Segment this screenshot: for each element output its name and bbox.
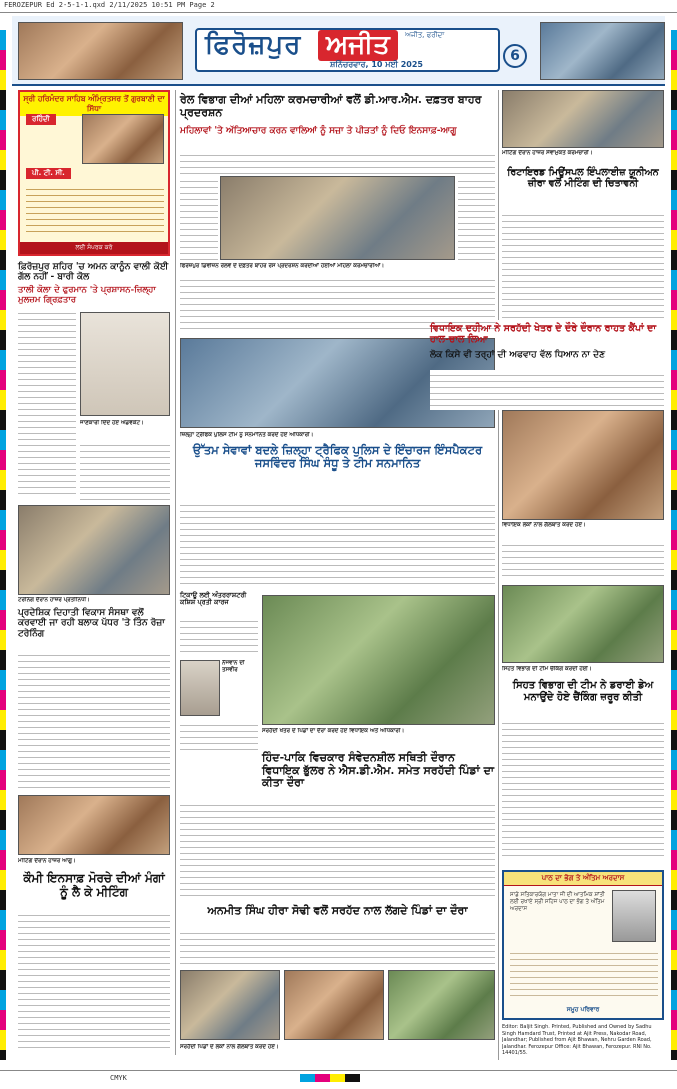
masthead-right-photo [540, 22, 665, 80]
railway-protest-photo [220, 176, 455, 260]
masthead-subtitle: ਅਜੀਤ, ਫਰੀਦਾ [405, 31, 445, 39]
imprint: Editor: Baljit Singh. Printed, Published and Owned by Sadhu Singh Hamdard Trust, Printed at Ajit Press, Nakodar Road, Jalandhar; Published from Ajit Bhawan, Nehru Garden Road, Jalandhar. Ferozepur Office: Ajit Bhawan, Ferozepur. RNI No. 14401/55. [502, 1024, 652, 1056]
article-bordervisit-headline: ਹਿੰਦ-ਪਾਕਿ ਵਿਚਕਾਰ ਸੰਵੇਦਨਸ਼ੀਲ ਸਥਿਤੀ ਦੌਰਾਨ ਵਿਧਾਇਕ ਭੁੱਲਰ ਨੇ ਐਸ.ਡੀ.ਐਮ. ਸਮੇਤ ਸਰਹੱਦੀ ਪਿੰਡਾਂ ਦਾ ਕੀਤਾ ਦੌਰਾ [262, 751, 495, 790]
gurbani-ad-tag1: ਰਹਿੰਦੀ [26, 114, 56, 125]
bottom-rule [0, 1070, 677, 1071]
gurbani-ad [18, 90, 170, 256]
gurbani-ad-text [26, 184, 164, 232]
color-bar-left [0, 30, 6, 1060]
article-dahiya-subheadline: ਲੋਕ ਕਿਸੇ ਵੀ ਤਰ੍ਹਾਂ ਦੀ ਅਫਵਾਹ ਵੱਲ ਧਿਆਨ ਨਾ ਦੇਣ [430, 350, 605, 360]
article-youth-headline: ਟਿਕਾਊ ਲਈ ਅੰਤਰਰਾਸ਼ਟਰੀ ਕਸ਼ਿਸ਼ ਪ੍ਰਤੀ ਕਾਰਜ [180, 591, 247, 607]
advocate-portrait [80, 312, 170, 416]
hira-photo-3 [388, 970, 495, 1040]
youth-portrait-caption: ਨੌਜਵਾਨ ਦੀ ਤਸਵੀਰ [222, 660, 245, 673]
article-dahiya-body-bottom [502, 540, 664, 580]
masthead-title-part1: ਫਿਰੋਜ਼ਪੁਰ [205, 30, 302, 60]
gurbani-ad-footer: ਲਈ ਸੰਪਰਕ ਕਰੋ [20, 242, 168, 254]
obituary-footer: ਸਮੂਹ ਪਰਿਵਾਰ [566, 1006, 600, 1013]
article-laworder-body-a [18, 308, 76, 498]
obituary-details [510, 948, 658, 998]
footer-cmyk: CMYK [110, 1074, 127, 1082]
obituary-portrait [612, 890, 656, 942]
hira-photo-1 [180, 970, 280, 1040]
article-retired-body [502, 210, 664, 320]
health-team-caption: ਸਿਹਤ ਵਿਭਾਗ ਦੀ ਟੀਮ ਚੈਕਿੰਗ ਕਰਦੀ ਹੋਈ। [502, 666, 592, 672]
masthead-left-photo [18, 22, 183, 80]
article-traffic-body [180, 500, 495, 588]
article-railway-headline: ਰੇਲ ਵਿਭਾਗ ਦੀਆਂ ਮਹਿਲਾ ਕਰਮਚਾਰੀਆਂ ਵਲੋਂ ਡੀ.ਆਰ.ਐਮ. ਦਫ਼ਤਰ ਬਾਹਰ ਪ੍ਰਦਰਸ਼ਨ [180, 93, 482, 119]
youth-portrait [180, 660, 220, 716]
obituary-notice [502, 870, 664, 1020]
retired-union-photo [502, 90, 664, 148]
article-railway-body-left [180, 176, 218, 260]
page-number: 6 [503, 44, 527, 68]
gurbani-ad-heading: ਸ੍ਰੀ ਹਰਿਮੰਦਰ ਸਾਹਿਬ ਅੰਮ੍ਰਿਤਸਰ ਤੋਂ ਗੁਰਬਾਣੀ ਦਾ ਸਿੱਧਾ [20, 92, 168, 116]
article-hira-headline: ਅਨਮੀਤ ਸਿੰਘ ਹੀਰਾ ਸੋਢੀ ਵਲੋਂ ਸਰਹੱਦ ਨਾਲ ਲੱਗਦੇ ਪਿੰਡਾਂ ਦਾ ਦੌਰਾ [207, 904, 468, 917]
article-dahiya-body-top [430, 370, 664, 410]
border-visit-boat-photo [262, 595, 495, 725]
masthead-date: ਸ਼ਨਿੱਚਰਵਾਰ, 10 ਮਈ 2025 [330, 60, 423, 69]
article-youth-body-top [180, 616, 258, 656]
advocate-portrait-caption: ਜਾਣਕਾਰੀ ਦਿੰਦੇ ਹੋਏ ਐਡਵੋਕੇਟ। [80, 420, 144, 426]
golden-temple-photo [82, 114, 164, 164]
article-health-headline: ਸਿਹਤ ਵਿਭਾਗ ਦੀ ਟੀਮ ਨੇ ਡਰਾਈ ਡੇਅ ਮਨਾਉਂਦੇ ਹੋਏ ਚੈਂਕਿੰਗ ਜ਼ਰੂਰ ਕੀਤੀ [512, 680, 654, 703]
column-rule-2b [498, 410, 499, 1060]
gurbani-ad-tag2: ਪੀ. ਟੀ. ਸੀ. [26, 168, 71, 179]
article-laworder-body-b [80, 440, 170, 500]
health-team-photo [502, 585, 664, 663]
article-hira-body [180, 928, 495, 966]
article-laworder-headline: ਫ਼ਿਰੋਜ਼ਪੁਰ ਸ਼ਹਿਰ 'ਚ ਅਮਨ ਕਾਨੂੰਨ ਵਾਲੀ ਕੋਈ ਗੱਲ ਨਹੀਂ - ਬਾਰੀ ਕੋਲ [18, 262, 169, 283]
dahiya-visit-caption: ਵਿਧਾਇਕ ਲੋਕਾਂ ਨਾਲ ਗੱਲਬਾਤ ਕਰਦੇ ਹੋਏ। [502, 522, 586, 528]
obituary-heading: ਪਾਠ ਦਾ ਭੋਗ ਤੇ ਅੰਤਿਮ ਅਰਦਾਸ [504, 872, 662, 886]
training-photo [18, 505, 170, 595]
column-rule-1 [175, 90, 176, 1055]
color-bar-right [671, 30, 677, 1060]
hira-caption: ਸਰਹੱਦੀ ਪਿੰਡਾਂ ਦੇ ਲੋਕਾਂ ਨਾਲ ਗੱਲਬਾਤ ਕਰਦੇ ਹੋਏ। [180, 1044, 279, 1050]
dahiya-visit-photo [502, 410, 664, 520]
article-retired-headline: ਰਿਟਾਇਰਡ ਮਿਊਂਸਪਲ ਇੰਪਲਾਈਜ਼ ਯੂਨੀਅਨ ਜ਼ੀਰਾ ਵਲੋਂ ਮੀਟਿੰਗ ਦੀ ਚਿਤਾਵਨੀ [507, 167, 659, 189]
article-meeting-headline: ਕੌਮੀ ਇਨਸਾਫ਼ ਮੋਰਚੇ ਦੀਆਂ ਮੰਗਾਂ ਨੂੰ ਲੈ ਕੇ ਮੀਟਿੰਗ [23, 871, 165, 899]
article-health-body [502, 718, 664, 858]
article-laworder-subheadline: ਤਾਲੀ ਕੋਲਾ ਦੇ ਫੁਰਮਾਨ 'ਤੇ ਪ੍ਰਸ਼ਾਸਨ-ਜ਼ਿਲ੍ਹਾ ਮੁਲਜ਼ਮ ਗ੍ਰਿਫ਼ਤਾਰ [18, 285, 156, 305]
retired-union-caption: ਮੀਟਿੰਗ ਦੌਰਾਨ ਹਾਜ਼ਰ ਸੇਵਾਮੁਕਤ ਕਰਮਚਾਰੀ। [502, 150, 593, 156]
article-traffic-headline: ਉੱਤਮ ਸੇਵਾਵਾਂ ਬਦਲੇ ਜ਼ਿਲ੍ਹਾ ਟ੍ਰੈਫਿਕ ਪੁਲਿਸ ਦੇ ਇੰਚਾਰਜ ਇੰਸਪੈਕਟਰ ਜਸਵਿੰਦਰ ਸਿੰਘ ਸੰਧੂ ਤੇ ਟੀਮ ਸਨਮਾਨਿਤ [192, 443, 483, 471]
traffic-police-caption: ਜ਼ਿਲ੍ਹਾ ਟ੍ਰੈਫਿਕ ਪੁਲਿਸ ਟੀਮ ਨੂੰ ਸਨਮਾਨਿਤ ਕਰਦੇ ਹੋਏ ਅਧਿਕਾਰੀ। [180, 432, 314, 438]
top-rule [0, 12, 677, 13]
article-railway-body-right [458, 176, 495, 260]
article-dahiya-headline: ਵਿਧਾਇਕ ਦਹੀਆ ਨੇ ਸਰਹੱਦੀ ਖੇਤਰ ਦੇ ਦੌਰੇ ਦੌਰਾਨ ਰਾਹਤ ਕੈਂਪਾਂ ਦਾ ਹਾਲ-ਚਾਲ ਲਿਆ [430, 323, 657, 345]
hira-photo-2 [284, 970, 384, 1040]
obituary-body: ਸਾਡੇ ਸਤਿਕਾਰਯੋਗ ਮਾਤਾ ਜੀ ਦੀ ਆਤਮਿਕ ਸ਼ਾਂਤੀ ਲਈ ਰਖਾਏ ਸ੍ਰੀ ਸਹਿਜ ਪਾਠ ਦਾ ਭੋਗ ਤੇ ਅੰਤਿਮ ਅਰਦਾਸ [510, 892, 605, 912]
column-rule-2a [498, 90, 499, 320]
article-training-headline: ਪ੍ਰਦੇਸ਼ਿਕ ਦਿਹਾਤੀ ਵਿਕਾਸ ਸੰਸਥਾ ਵਲੋਂ ਕਰਵਾਈ ਜਾ ਰਹੀ ਬਲਾਕ ਪੱਧਰ 'ਤੇ ਤਿੰਨ ਰੋਜ਼ਾ ਟਰੇਨਿੰਗ [18, 608, 165, 639]
border-visit-caption: ਸਰਹੱਦੀ ਖੇਤਰ ਦੇ ਪਿੰਡਾਂ ਦਾ ਦੌਰਾ ਕਰਦੇ ਹੋਏ ਵਿਧਾਇਕ ਅਤੇ ਅਧਿਕਾਰੀ। [262, 728, 405, 734]
article-bordervisit-body [180, 800, 495, 900]
masthead-title-part2: ਅਜੀਤ [318, 30, 398, 61]
article-meeting-body [18, 910, 170, 1050]
article-railway-subheadline: ਮਹਿਲਾਵਾਂ 'ਤੇ ਅੱਤਿਆਚਾਰ ਕਰਨ ਵਾਲਿਆਂ ਨੂੰ ਸਜ਼ਾ ਤੇ ਪੀੜਤਾਂ ਨੂੰ ਦਿਓ ਇਨਸਾਫ਼-ਆਗੂ [180, 126, 457, 136]
meeting-photo [18, 795, 170, 855]
article-railway-body-top [180, 150, 495, 174]
article-training-body [18, 650, 170, 790]
railway-protest-caption: ਫਿਰੋਜ਼ਪੁਰ ਡਿਵੀਜ਼ਨ ਰੇਲਵੇ ਦੇ ਦਫ਼ਤਰ ਬਾਹਰ ਰੋਸ ਪ੍ਰਦਰਸ਼ਨ ਕਰਦੀਆਂ ਹੋਈਆਂ ਮਹਿਲਾ ਕਰਮਚਾਰੀਆਂ। [180, 263, 385, 269]
article-youth-body-bottom [180, 720, 258, 752]
print-slug: FEROZEPUR Ed 2-5-1-1.qxd 2/11/2025 10:51 PM Page 2 [4, 1, 215, 9]
footer-color-swatch [300, 1074, 360, 1082]
training-photo-caption: ਟਰੇਨਿੰਗ ਦੌਰਾਨ ਹਾਜ਼ਰ ਪ੍ਰਤੀਨਿਧੀ। [18, 597, 90, 603]
meeting-photo-caption: ਮੀਟਿੰਗ ਦੌਰਾਨ ਹਾਜ਼ਰ ਆਗੂ। [18, 858, 76, 864]
